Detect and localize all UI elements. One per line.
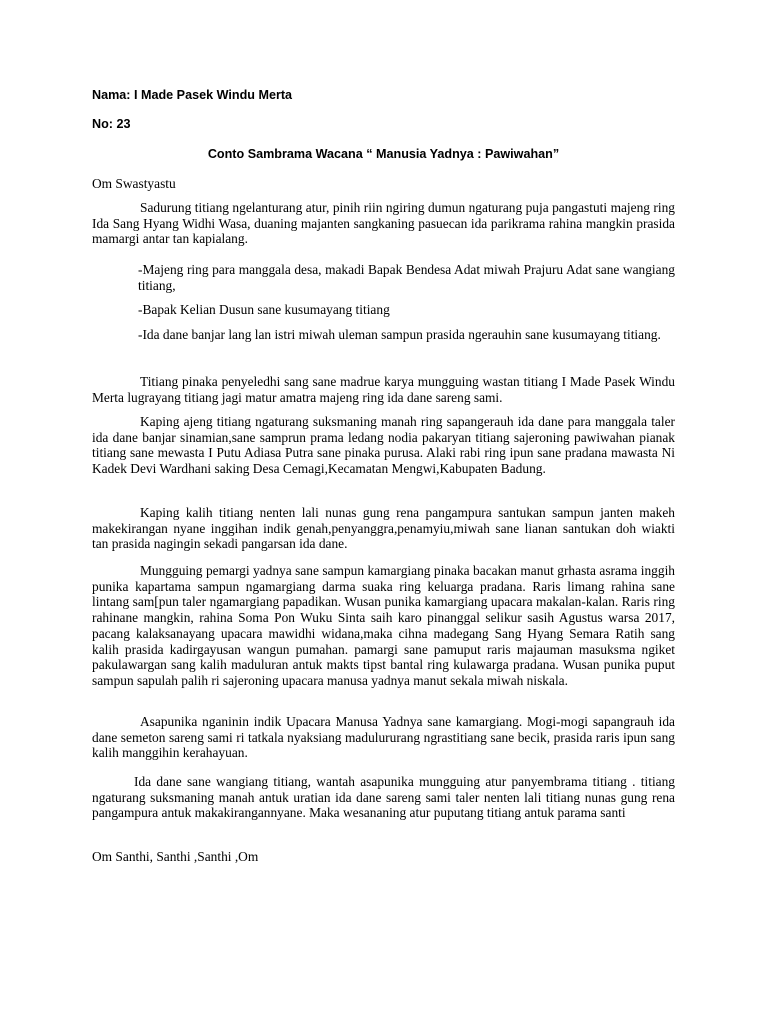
document-title: Conto Sambrama Wacana “ Manusia Yadnya : Pawiwahan” (207, 147, 560, 161)
author-name-line: Nama: I Made Pasek Windu Merta (92, 88, 293, 102)
paragraph-gratitude: Kaping ajeng titiang ngaturang suksmaning manah ring sapangerauh ida dane para manggala taler ida dane banjar sinamian,sane samprun prama ledang nodia pakaryan titiang sajeroning pawiwahan pianak titiang sane mewasta I Putu Adiasa Putra sane pinaka purusa. Alaki rabi ring ipun sane pradana mawasta Ni Kadek Devi Wardhani saking Desa Cemagi,Kecamatan Mengwi,Kabupaten Badung. (92, 414, 675, 477)
closing: Om Santhi, Santhi ,Santhi ,Om (92, 849, 259, 864)
paragraph-blessing: Asapunika nganinin indik Upacara Manusa Yadnya sane kamargiang. Mogi-mogi sapangrauh ida dane semeton sareng sami ri tatkala nyaksiang madulururang ngrastitiang sane becik, prasida raris ipun sang kalih manggihin kerahayuan. (92, 714, 675, 761)
paragraph-ceremony: Mungguing pemargi yadnya sane sampun kamargiang pinaka bacakan manut grhasta asrama inggih punika kapartama sampun ngamargiang darma suaka ring keluarga pradana. Raris limang rahina sane lintang sam[pun taler ngamargiang papadikan. Wusan punika kamargiang upacara makalan-kalan. Raris ring rahinane mangkin, rahina Soma Pon Wuku Sinta saih karo pinanggal selikur sasih Agustus warsa 2017, pacang kalaksanayang upacara mawidhi widana,maka cihna madegang Sang Hyang Semara Ratih sang kalih prasida kadirgayusan wangun pumahan. pamargi sane pamuput raris majauman masuksma ngiket pakulawargan sang kalih maduluran antuk makts tipst bantal ring kulawarga pradana. Wusan punika puput sampun sapulah palih ri sajeroning upacara manusa yadnya manut sekala miwah niskala. (92, 563, 675, 688)
paragraph-conclusion: Ida dane sane wangiang titiang, wantah asapunika mungguing atur panyembrama titiang . titiang ngaturang suksmaning manah antuk uratian ida dane sareng sami taler nenten lali titiang nunas gung rena pangampura antuk makakirangannyane. Maka wesananing atur puputang titiang antuk parama santi (92, 774, 675, 821)
paragraph-opening: Sadurung titiang ngelanturang atur, pinih riin ngiring dumun ngaturang puja pangastuti majeng ring Ida Sang Hyang Widhi Wasa, duaning majanten sangkaning pasuecan ida parikrama rahina mangkin prasida mamargi antar tan kapialang. (92, 200, 675, 247)
salutation-item: -Ida dane banjar lang lan istri miwah uleman sampun prasida ngerauhin sane kusumayang titiang. (138, 327, 661, 342)
paragraph-apology: Kaping kalih titiang nenten lali nunas gung rena pangampura santukan sampun janten makeh makekirangan nyane inggihan indik genah,penyanggra,penamyiu,miwah sane lianan santukan doh wiakti tan prasida nagingin sekadi pangarsan ida dane. (92, 505, 675, 552)
paragraph-introduction: Titiang pinaka penyeledhi sang sane madrue karya mungguing wastan titiang I Made Pasek Windu Merta lugrayang titiang jagi matur amatra majeng ring ida dane sareng sami. (92, 374, 675, 405)
salutation-item: -Majeng ring para manggala desa, makadi Bapak Bendesa Adat miwah Prajuru Adat sane wangiang titiang, (138, 262, 675, 293)
salutation-item: -Bapak Kelian Dusun sane kusumayang titiang (138, 302, 390, 317)
number-line: No: 23 (92, 117, 131, 131)
greeting: Om Swastyastu (92, 176, 176, 191)
